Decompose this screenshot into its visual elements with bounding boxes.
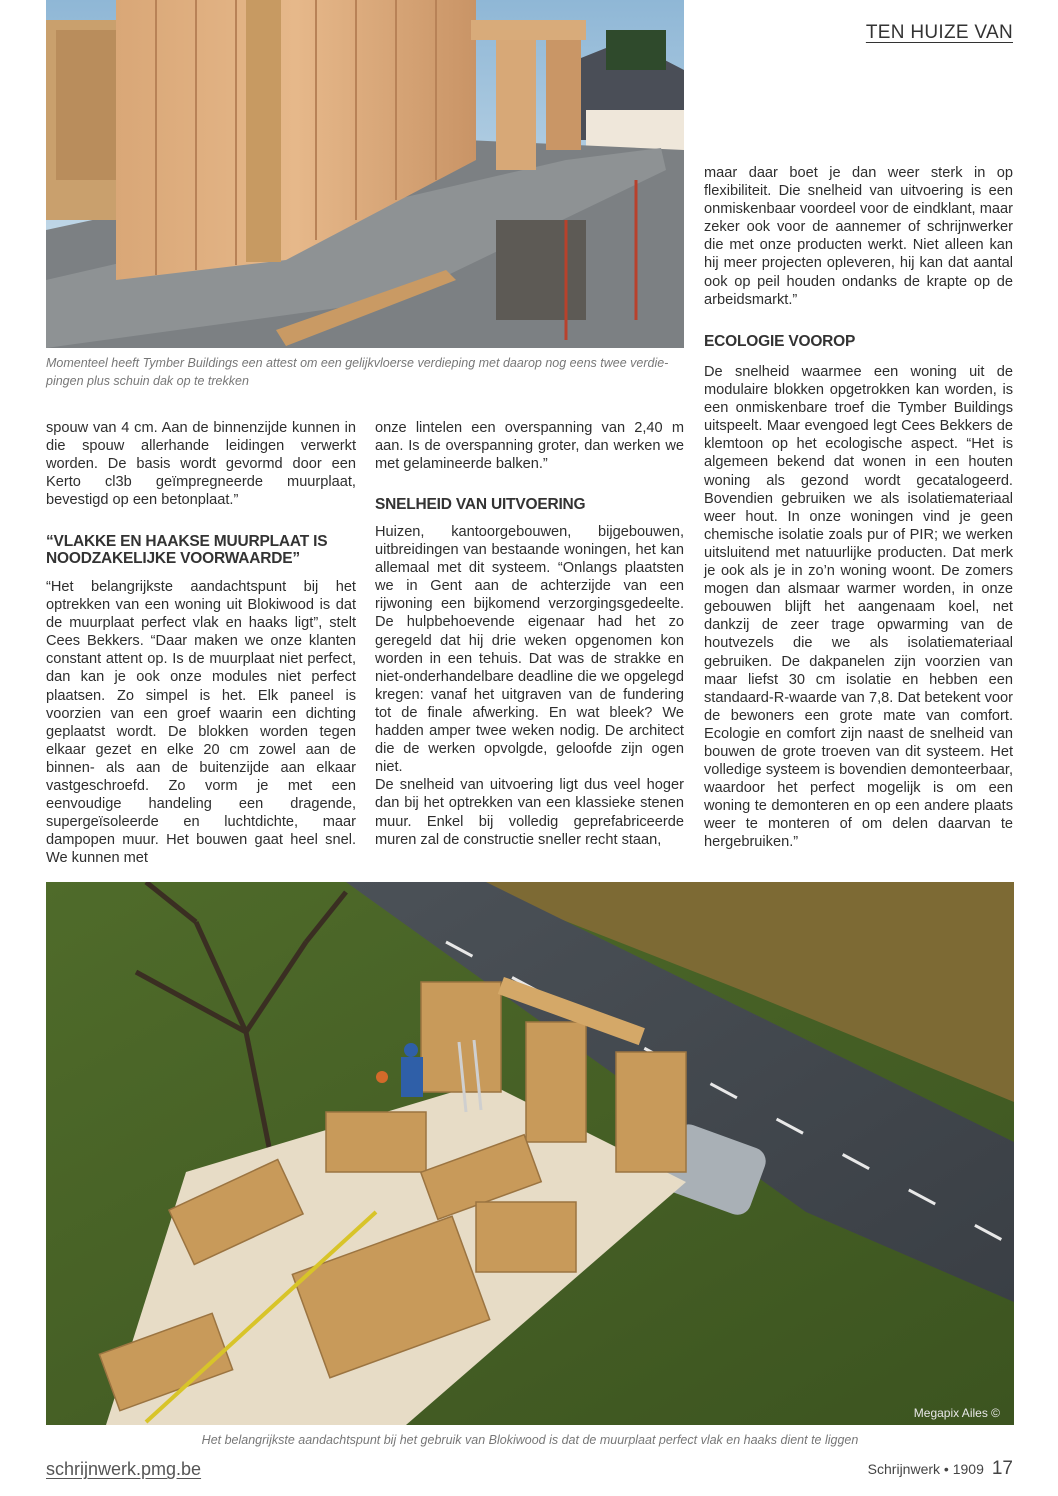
top-photo [46,0,684,348]
section-label: TEN HUIZE VAN [865,22,1013,43]
bottom-photo [46,882,1014,1425]
paragraph: Huizen, kantoorgebouwen, bijgebouwen, uitbreidingen van bestaande woningen, het kan allemaal met dit systeem. “Onlangs plaatsten we in Gent aan de achterzijde van een rijwoning een bijkomend verzorgingsgedeelte. De hulpbehoevende eigenaar had het zo geregeld dat hij drie weken opgenomen kon worden in een tehuis. Dat was de strakke en niet-onderhandelbare deadline die we opgelegd kregen: vanaf het uitgraven van de fundering tot de finale afwerking. En wat bleek? We hadden amper twee weken nodig. De architect die de werken opvolgde, geloofde zijn ogen niet. [375,524,684,776]
magazine-issue: Schrijnwerk • 1909 [867,1461,984,1477]
column-1-body [46,578,356,868]
photo-credit: Megapix Ailes © [913,1406,1000,1420]
column-3-body [704,363,1013,852]
paragraph: maar daar boet je dan weer sterk in op flexibiliteit. Die snelheid van uitvoering is een onmiskenbaar voordeel voor de eindklant, maar zeker ook voor de aannemer of schrijnwerker die met onze producten werkt. Niet alleen kan hij meer projecten opleveren, hij kan dat aantal ook op peil houden ondanks de krapte op de arbeidsmarkt.” [704,165,1013,308]
paragraph: spouw van 4 cm. Aan de binnenzijde kunnen in die spouw allerhande leidingen verwerkt worden. De basis wordt gevormd door een Kerto cl3b geïmpregneerde muurplaat, bevestigd op een betonplaat.” [46,420,356,509]
paragraph: onze lintelen een overspanning van 2,40 m aan. Is de overspanning groter, dan werken we met gelamineerde balken.” [375,420,684,473]
paragraph: De snelheid van uitvoering ligt dus veel hoger dan bij het optrekken van een klassieke stenen muur. Enkel bij volledig geprefabriceerde muren zal de constructie sneller recht staan, [375,777,684,848]
column-2-body [375,523,684,849]
heading-vlakke-muurplaat: “VLAKKE EN HAAKSE MUURPLAAT IS NOODZAKELIJKE VOORWAARDE” [46,533,328,567]
column-2-intro [375,419,684,473]
paragraph: De snelheid waarmee een woning uit de modulaire blokken opgetrokken kan worden, is een onmiskenbare troef die Tymber Buildings uitspeelt. Maar evengoed legt Cees Bekkers de klemtoon op het ecologische aspect. “Het is algemeen bekend dat wonen in een houten woning als gezond wordt gecatalogeerd. Bovendien gebruiken we als isolatiemateriaal weer hout. In onze woningen vind je geen chemische isolatie zoals pur of PIR; we werken uitsluitend met natuurlijke producten. Dat merk je ook als je in zo’n woning woont. De zomers mogen dan alsmaar warmer worden, in onze gebouwen blijft het aangenaam koel, net dankzij de zeer trage opwarming van de houtvezels die we als isolatiemateriaal gebruiken. De dakpanelen zijn voorzien van maar liefst 30 cm isolatie en hebben een standaard-R-waarde van 7,8. Dat betekent voor de bewoners een grote mate van comfort. Ecologie en comfort zijn naast de snelheid van bouwen de grote troeven van dit systeem. Het volledige systeem is bovendien demonteerbaar, waardoor het perfect mogelijk is om een woning te demonteren en op een andere plaats weer te monteren of om delen daarvan te hergebruiken.” [704,364,1013,851]
aerial-construction-illustration [46,882,1014,1425]
page-number: 17 [991,1458,1013,1479]
paragraph: “Het belangrijkste aandachtspunt bij het optrekken van een woning uit Blokiwood is dat de muurplaat perfect vlak en haaks ligt”, stelt Cees Bekkers. “Daar maken we onze klanten constant attent op. Is de muurplaat niet perfect, dan kan je ook onze modules niet perfect plaatsen. Zo simpel is het. Elk paneel is voorzien van een groef waarin een dichting geplaatst wordt. De blokken worden tegen elkaar gezet en elke 20 cm zowel aan de binnen- als aan de buitenzijde aan elkaar vastgeschroefd. Zo vorm je met een eenvoudige handeling een dragende, supergeïsoleerde en luchtdichte, maar dampopen muur. Het bouwen gaat heel snel. We kunnen met [46,579,356,867]
timber-construction-illustration [46,0,684,348]
top-photo-caption: Momenteel heeft Tymber Buildings een attest om een gelijkvloerse verdieping met daarop nog eens twee verdie-pingen plus schuin dak op te trekken [46,356,669,388]
footer-website-link[interactable]: schrijnwerk.pmg.be [46,1459,202,1479]
column-3-top [704,164,1013,309]
bottom-photo-caption: Het belangrijkste aandachtspunt bij het gebruik van Blokiwood is dat de muurplaat perfect vlak en haaks dient te liggen [201,1433,859,1447]
heading-ecologie-voorop: ECOLOGIE VOOROP [704,333,856,350]
column-1-intro [46,419,356,509]
heading-snelheid-van-uitvoering: SNELHEID VAN UITVOERING [375,496,586,513]
footer-issue [868,1458,1013,1480]
